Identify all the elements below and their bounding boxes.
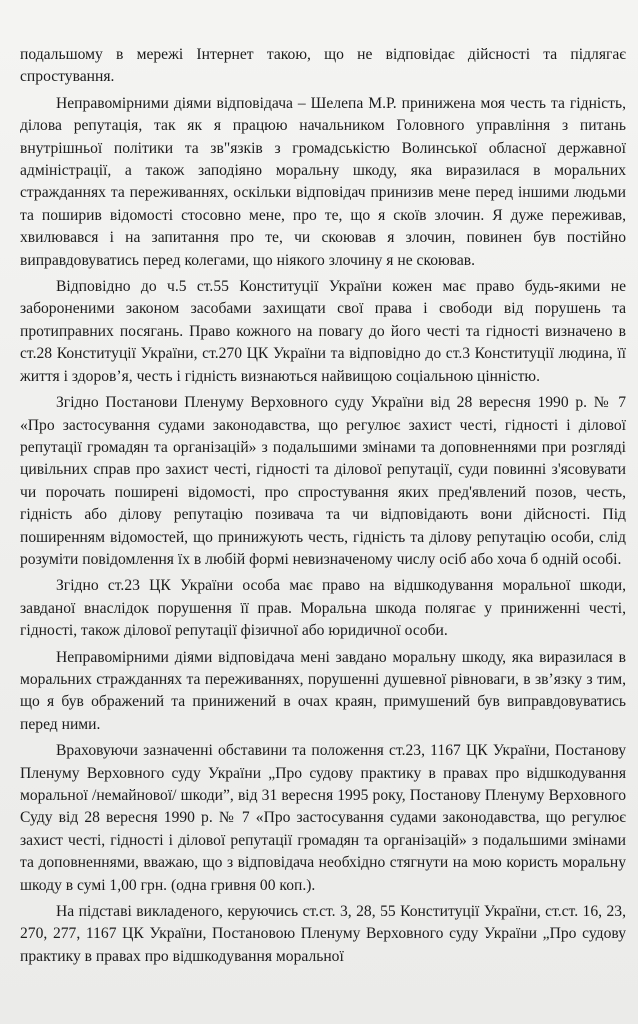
paragraph-grounds: На підставі викладеного, керуючись ст.ст. 3, 28, 55 Конституції України, ст.ст. 16, 23, 270, 277, 1167 ЦК України, Постановою Пленуму Верховного суду України „Про судову практику в правах про відшкодування моральної	[20, 903, 626, 965]
paragraph-constitution: Відповідно до ч.5 ст.55 Конституції України кожен має право будь-якими не забороненими законом засобами захищати свої права і свободи від порушень та протиправних посягань. Право кожного на повагу до його честі та гідності визначено в ст.28 Конституції України, ст.270 ЦК України та відповідно до ст.3 Конституції людина, її життя і здоров’я, честь і гідність визнаються найвищою соціальною цінністю.	[20, 278, 626, 385]
paragraph-defamation-claim: Неправомірними діями відповідача – Шелепа М.Р. принижена моя честь та гідність, ділова репутація, так як я працюю начальником Головного управління з питань внутрішньої політики та зв"язків з громадськістю Волинської обласної державної адміністрації, а також заподіяно моральну шкоду, яка виразилася в моральних стражданнях та переживаннях, оскільки відповідач принизив мене перед іншими людьми та поширив відомості стосовно мене, про те, що я скоїв злочин. Я дуже переживав, хвилювався і на запитання про те, чи скоював я злочин, повинен був постійно виправдовуватись перед колегами, що ніякого злочину я не скоював.	[20, 94, 626, 269]
paragraph-considering: Враховуючи зазначенні обставини та положення ст.23, 1167 ЦК України, Постанову Пленуму Верховного суду України „Про судову практику в правах про відшкодування моральної /немайнової/ шкоди”, від 31 вересня 1995 року, Постанову Пленуму Верховного Суду від 28 вересня 1990 р. № 7 «Про застосування судами законодавства, що регулює захист честі, гідності і ділової репутації громадян та організацій» з подальшими змінами та доповненнями, вважаю, що з відповідача необхідно стягнути на мою користь моральну шкоду в сумі 1,00 грн. (одна гривня 00 коп.).	[20, 742, 626, 894]
paragraph-continuation: подальшому в мережі Інтернет такою, що не відповідає дійсності та підлягає спростування.	[20, 46, 626, 86]
paragraph-moral-damage: Неправомірними діями відповідача мені завдано моральну шкоду, яка виразилася в моральних стражданнях та переживаннях, порушенні душевної рівноваги, в зв’язку з тим, що я був ображений та принижений в очах краян, примушений був виправдовуватись перед ними.	[20, 648, 626, 733]
paragraph-civil-code: Згідно ст.23 ЦК України особа має право на відшкодування моральної шкоди, завданої внаслідок порушення її прав. Моральна шкода полягає у приниженні честі, гідності, також ділової репутації фізичної або юридичної особи.	[20, 577, 626, 640]
paragraph-plenum-resolution: Згідно Постанови Пленуму Верховного суду України від 28 вересня 1990 р. № 7 «Про застосування судами законодавства, що регулює захист честі, гідності і ділової репутації громадян та організацій» з подальшими змінами та доповненнями при розгляді цивільних справ про захист честі, гідності та ділової репутації, суди повинні з'ясовувати чи порочать поширені відомості, про спростування яких пред'явлений позов, честь, гідність або ділову репутацію позивача та чи відповідають вони дійсності. Під поширенням відомостей, що принижують честь, гідність та ділову репутацію особи, слід розуміти повідомлення їх в любій формі невизначеному числу осіб або хоча б одній особі.	[20, 394, 626, 568]
